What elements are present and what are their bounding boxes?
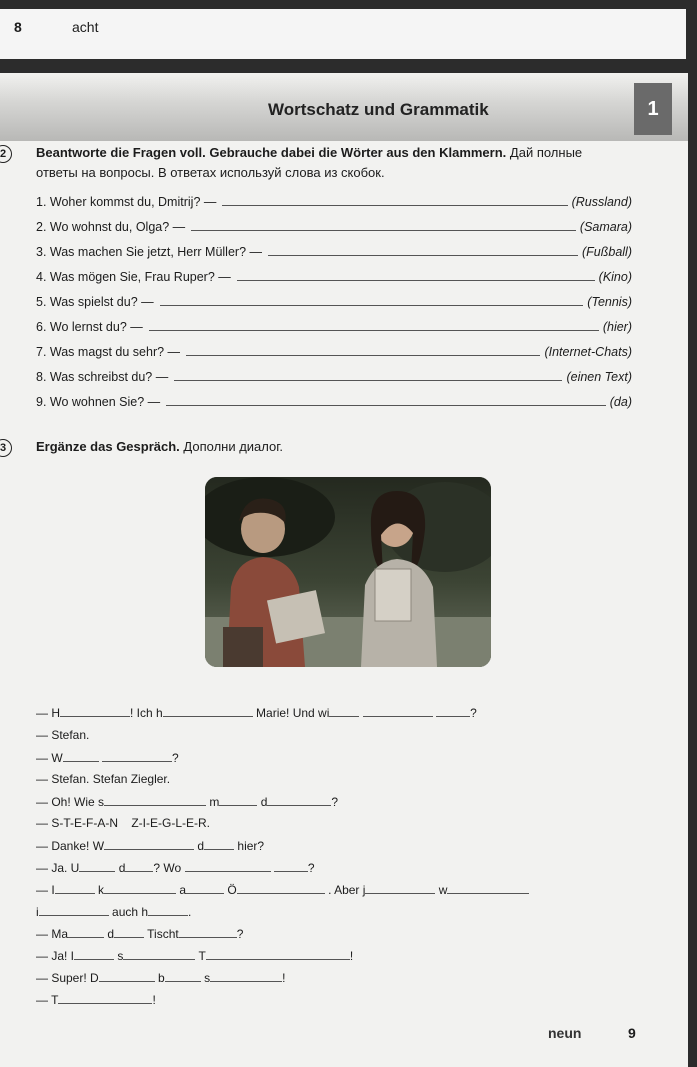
dialog-line-10 bbox=[36, 904, 191, 919]
question-hint: (Russland) bbox=[571, 195, 632, 209]
dialog-text: s bbox=[204, 971, 211, 985]
blank-field[interactable] bbox=[363, 705, 433, 717]
blank-field[interactable] bbox=[210, 970, 282, 982]
section-title: Wortschatz und Grammatik bbox=[268, 100, 489, 119]
dialog-text: — Ja. U bbox=[36, 861, 80, 875]
question-row bbox=[36, 391, 632, 409]
question-hint: (einen Text) bbox=[566, 370, 632, 384]
question-hint: (Tennis) bbox=[587, 295, 632, 309]
answer-line[interactable] bbox=[166, 405, 606, 406]
blank-field[interactable] bbox=[99, 970, 155, 982]
previous-page-word: acht bbox=[72, 19, 99, 35]
question-text: 1. Woher kommst du, Dmitrij? — bbox=[36, 195, 217, 209]
dialog-text: d bbox=[197, 839, 205, 853]
dialog-text: — Ma bbox=[36, 927, 69, 941]
answer-line[interactable] bbox=[160, 305, 584, 306]
question-text: 5. Was spielst du? — bbox=[36, 295, 154, 309]
dialog-line-14 bbox=[36, 992, 156, 1007]
question-row bbox=[36, 266, 632, 284]
exercise-2-title-ru-1: Дай полные bbox=[509, 145, 583, 160]
dialog-text: ! Ich h bbox=[130, 706, 163, 720]
question-text: 4. Was mögen Sie, Frau Ruper? — bbox=[36, 270, 231, 284]
question-text: 6. Wo lernst du? — bbox=[36, 320, 143, 334]
blank-field[interactable] bbox=[148, 904, 188, 916]
dialog-text: d bbox=[260, 795, 268, 809]
blank-field[interactable] bbox=[165, 970, 201, 982]
answer-line[interactable] bbox=[222, 205, 567, 206]
dialog-text: b bbox=[158, 971, 165, 985]
section-header bbox=[0, 73, 688, 141]
previous-page-strip bbox=[0, 9, 686, 59]
blank-field[interactable] bbox=[74, 948, 114, 960]
blank-field[interactable] bbox=[68, 926, 104, 938]
blank-field[interactable] bbox=[104, 794, 206, 806]
answer-line[interactable] bbox=[191, 230, 576, 231]
dialog-text: ? bbox=[236, 927, 244, 941]
dialog-text: — Oh! Wie s bbox=[36, 795, 105, 809]
exercise-3-instructions bbox=[36, 437, 656, 457]
answer-line[interactable] bbox=[237, 280, 595, 281]
dialog-text: s bbox=[117, 949, 124, 963]
blank-field[interactable] bbox=[79, 860, 115, 872]
dialog-line-13 bbox=[36, 970, 285, 985]
dialog-text: — Ja! I bbox=[36, 949, 75, 963]
question-text: 3. Was machen Sie jetzt, Herr Müller? — bbox=[36, 245, 262, 259]
page-number: 9 bbox=[628, 1025, 636, 1041]
dialog-text: T bbox=[198, 949, 206, 963]
answer-line[interactable] bbox=[174, 380, 562, 381]
blank-field[interactable] bbox=[55, 882, 95, 894]
dialog-text: i bbox=[36, 905, 39, 919]
question-text: 2. Wo wohnst du, Olga? — bbox=[36, 220, 186, 234]
exercise-3-title-ru: Дополни диалог. bbox=[183, 439, 284, 454]
question-row bbox=[36, 291, 632, 309]
blank-field[interactable] bbox=[123, 948, 195, 960]
question-row bbox=[36, 316, 632, 334]
dialog-text: ! bbox=[152, 993, 156, 1007]
dialog-text: — T bbox=[36, 993, 59, 1007]
exercise-2-title-ru-2: ответы на вопросы. В ответах используй слова из скобок. bbox=[36, 165, 385, 180]
dialog-text: d bbox=[118, 861, 126, 875]
dialog-text: . bbox=[188, 905, 192, 919]
dialog-text: k bbox=[98, 883, 105, 897]
blank-field[interactable] bbox=[447, 882, 529, 894]
dialog-text: ! bbox=[349, 949, 354, 963]
dialog-line-1 bbox=[36, 705, 477, 720]
answer-line[interactable] bbox=[186, 355, 540, 356]
dialog-line-6: — S-T-E-F-A-N Z-I-E-G-L-E-R. bbox=[36, 816, 210, 830]
exercise-2-instructions bbox=[36, 143, 656, 183]
exercise-2-number: 2 bbox=[0, 145, 12, 163]
dialog-text: — W bbox=[36, 751, 63, 765]
blank-field[interactable] bbox=[104, 882, 176, 894]
dialog-text: ? bbox=[331, 795, 339, 809]
blank-field[interactable] bbox=[365, 882, 435, 894]
blank-field[interactable] bbox=[125, 860, 153, 872]
exercise-3-number: 3 bbox=[0, 439, 12, 457]
blank-field[interactable] bbox=[204, 838, 234, 850]
blank-field[interactable] bbox=[267, 794, 331, 806]
dialog-line-9 bbox=[36, 882, 529, 897]
dialog-line-4: — Stefan. Stefan Ziegler. bbox=[36, 772, 171, 786]
question-hint: (da) bbox=[609, 395, 632, 409]
dialog-text: — Super! D bbox=[36, 971, 99, 985]
dialog-text: hier? bbox=[237, 839, 265, 853]
blank-field[interactable] bbox=[436, 705, 470, 717]
question-text: 8. Was schreibst du? — bbox=[36, 370, 169, 384]
dialog-text: — Danke! W bbox=[36, 839, 105, 853]
question-row bbox=[36, 241, 632, 259]
blank-field[interactable] bbox=[179, 926, 237, 938]
photo-two-teenagers bbox=[205, 477, 491, 667]
dialog-text: — I bbox=[36, 883, 55, 897]
answer-line[interactable] bbox=[268, 255, 578, 256]
blank-field[interactable] bbox=[219, 794, 257, 806]
page-number-word: neun bbox=[548, 1025, 582, 1041]
question-hint: (Kino) bbox=[598, 270, 632, 284]
blank-field[interactable] bbox=[237, 882, 325, 894]
question-row bbox=[36, 341, 632, 359]
question-row bbox=[36, 216, 632, 234]
dialog-text: a bbox=[179, 883, 187, 897]
question-text: 9. Wo wohnen Sie? — bbox=[36, 395, 161, 409]
blank-field[interactable] bbox=[104, 838, 194, 850]
previous-page-number: 8 bbox=[14, 19, 22, 35]
unit-number-badge: 1 bbox=[634, 83, 672, 135]
dialog-text: m bbox=[209, 795, 220, 809]
dialog-line-2: — Stefan. bbox=[36, 728, 90, 742]
blank-field[interactable] bbox=[274, 860, 308, 872]
dialog-text: w bbox=[438, 883, 448, 897]
dialog-text: Ö bbox=[227, 883, 237, 897]
question-hint: (Samara) bbox=[579, 220, 632, 234]
question-text: 7. Was magst du sehr? — bbox=[36, 345, 181, 359]
blank-field[interactable] bbox=[114, 926, 144, 938]
question-hint: (Fußball) bbox=[581, 245, 632, 259]
blank-field[interactable] bbox=[206, 948, 350, 960]
dialog-text: . Aber j bbox=[328, 883, 366, 897]
dialog-line-11 bbox=[36, 926, 243, 941]
dialog-text: d bbox=[107, 927, 115, 941]
question-row bbox=[36, 366, 632, 384]
blank-field[interactable] bbox=[102, 750, 172, 762]
dialog-text: ? Wo bbox=[153, 861, 182, 875]
blank-field[interactable] bbox=[58, 992, 152, 1004]
blank-field[interactable] bbox=[186, 882, 224, 894]
blank-field[interactable] bbox=[163, 705, 253, 717]
question-hint: (Internet-Chats) bbox=[544, 345, 632, 359]
dialog-line-5 bbox=[36, 794, 338, 809]
dialog-line-12 bbox=[36, 948, 353, 963]
photo-illustration bbox=[205, 477, 491, 667]
blank-field[interactable] bbox=[329, 705, 359, 717]
exercise-3-title-de: Ergänze das Gespräch. bbox=[36, 439, 180, 454]
question-hint: (hier) bbox=[602, 320, 632, 334]
blank-field[interactable] bbox=[39, 904, 109, 916]
blank-field[interactable] bbox=[63, 750, 99, 762]
question-row bbox=[36, 191, 632, 209]
exercise-2-title-de: Beantworte die Fragen voll. Gebrauche dabei die Wörter aus den Klammern. bbox=[36, 145, 507, 160]
dialog-line-3 bbox=[36, 750, 179, 765]
blank-field[interactable] bbox=[60, 705, 130, 717]
workbook-page bbox=[0, 73, 688, 1067]
dialog-line-8 bbox=[36, 860, 315, 875]
blank-field[interactable] bbox=[185, 860, 271, 872]
answer-line[interactable] bbox=[149, 330, 599, 331]
dialog-text: auch h bbox=[112, 905, 149, 919]
dialog-line-7 bbox=[36, 838, 264, 853]
dialog-text: Marie! Und wi bbox=[256, 706, 330, 720]
dialog-text: ? bbox=[172, 751, 179, 765]
dialog-text: ! bbox=[282, 971, 286, 985]
dialog-text: ? bbox=[470, 706, 477, 720]
dialog-text: Tischt bbox=[147, 927, 179, 941]
dialog-text: ? bbox=[307, 861, 315, 875]
dialog-text: — H bbox=[36, 706, 60, 720]
